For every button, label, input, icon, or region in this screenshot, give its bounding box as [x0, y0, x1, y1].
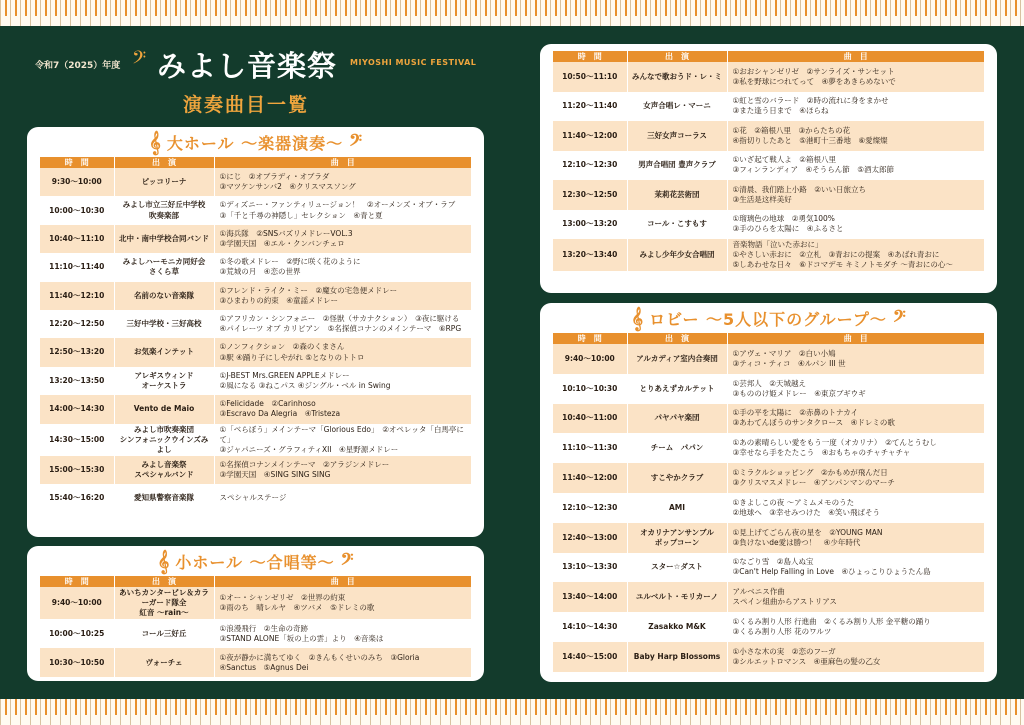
performer-cell: とりあえずカルテット [627, 374, 727, 404]
time-cell: 12:50〜13:20 [40, 338, 114, 366]
schedule-row [553, 151, 984, 181]
time-cell: 12:40〜13:00 [553, 523, 627, 553]
schedule-row [40, 168, 471, 196]
performer-cell: 名前のない音楽隊 [114, 282, 214, 310]
time-cell: 10:30〜10:50 [40, 648, 114, 677]
performer-cell: ピッコリーナ [114, 168, 214, 196]
time-cell: 12:20〜12:50 [40, 310, 114, 338]
column-header-time: 時 間 [40, 576, 114, 587]
program-cell: 音楽物語「泣いた赤おに」 ①やさしい赤おに ②立札 ③青おにの提案 ④あばれ青おに ⑤しあわせな日々 ⑥ドコマデモ キミノトモダチ 〜青おにの心〜 [727, 239, 984, 271]
schedule-row [553, 553, 984, 583]
section-header [27, 546, 484, 576]
performer-cell: オカリナアンサンブル ポップコーン [627, 523, 727, 553]
time-cell: 11:10〜11:40 [40, 253, 114, 281]
schedule-row [553, 180, 984, 210]
column-header-program: 曲 目 [727, 333, 984, 344]
column-header-performer: 出 演 [114, 576, 214, 587]
schedule-row [553, 582, 984, 612]
program-list-title: 演奏曲目一覧 [183, 94, 310, 116]
time-cell: 13:20〜13:50 [40, 367, 114, 395]
time-cell: 9:30〜10:00 [40, 168, 114, 196]
time-cell: 13:00〜13:20 [553, 210, 627, 240]
program-cell: ①おおシャンゼリゼ ②サンライズ・サンセット ③私を野球につれてって ④夢をあきらめないで [727, 62, 984, 92]
schedule-row [40, 282, 471, 310]
time-cell: 12:10〜12:30 [553, 151, 627, 181]
performer-cell: 茉莉花芸術団 [627, 180, 727, 210]
lobby-section [540, 303, 997, 682]
schedule-row [553, 62, 984, 92]
program-cell: ①芸邦人 ②天城越え ③もののけ姫メドレー ④東京ブギウギ [727, 374, 984, 404]
performer-cell: みよし少年少女合唱団 [627, 239, 727, 271]
column-header-time: 時 間 [553, 51, 627, 62]
program-cell: ①くるみ割り人形 行進曲 ②くるみ割り人形 金平糖の踊り ③くるみ割り人形 花のワルツ [727, 612, 984, 642]
time-cell: 10:00〜10:30 [40, 196, 114, 224]
page-header [35, 44, 505, 124]
program-cell: ①冬の歌メドレー ②野に咲く花のように ③荒城の月 ④恋の世界 [214, 253, 471, 281]
schedule-row [40, 424, 471, 456]
program-cell: ①ミラクルショッピング ②かもめが飛んだ日 ③クリスマスメドレー ④アンパンマンのマーチ [727, 463, 984, 493]
time-cell: 11:40〜12:00 [553, 463, 627, 493]
program-cell: ①いざ起て戦人よ ②箱根八里 ③フィンランディア ④そうらん節 ⑤酒太郎節 [727, 151, 984, 181]
bass-clef-icon: 𝄢 [132, 48, 147, 73]
schedule-row [40, 395, 471, 423]
time-cell: 14:30〜15:00 [40, 424, 114, 456]
small-hall-continued-section [540, 44, 997, 293]
schedule-row [553, 523, 984, 553]
program-cell: アルベニス作曲 スペイン組曲からアストリアス [727, 582, 984, 612]
section-title: ロビー 〜5人以下のグループ〜 [649, 309, 887, 329]
program-cell: ①小さな木の実 ②恋のフーガ ③シルエットロマンス ④亜麻色の髪の乙女 [727, 642, 984, 672]
program-cell: ①ノンフィクション ②森のくまさん ③駅 ④踊り子にしやがれ ⑤となりのトトロ [214, 338, 471, 366]
performer-cell: みよし市吹奏楽団 シンフォニックウインズみよし [114, 424, 214, 456]
performer-cell: 愛知県警察音楽隊 [114, 484, 214, 512]
time-cell: 10:40〜11:10 [40, 225, 114, 253]
time-cell: 12:10〜12:30 [553, 493, 627, 523]
section-header [27, 127, 484, 157]
schedule-row [40, 253, 471, 281]
schedule-table [553, 51, 984, 271]
festival-title: みよし音楽祭 [157, 49, 338, 83]
performer-cell: AMI [627, 493, 727, 523]
schedule-row [40, 310, 471, 338]
program-cell: ①きよしこの夜 〜アミムメモのうた ②地球へ ③幸せみつけた ④笑い飛ばそう [727, 493, 984, 523]
section-title: 小ホール 〜合唱等〜 [175, 552, 335, 572]
small-hall-section [27, 546, 484, 681]
schedule-row [553, 92, 984, 122]
schedule-table [40, 576, 471, 677]
column-header-program: 曲 目 [214, 157, 471, 168]
performer-cell: Vento de Maio [114, 395, 214, 423]
schedule-row [553, 344, 984, 374]
schedule-row [553, 210, 984, 240]
schedule-row [553, 612, 984, 642]
time-cell: 13:20〜13:40 [553, 239, 627, 271]
program-cell: ①フレンド・ライク・ミー ②魔女の宅急便メドレー ③ひまわりの約束 ④童謡メドレー [214, 282, 471, 310]
program-cell: ①花 ②箱根八里 ③からたちの花 ④指切りしたあと ⑤港町十三番地 ⑥愛燦燦 [727, 121, 984, 151]
time-cell: 10:10〜10:30 [553, 374, 627, 404]
performer-cell: ヴォーチェ [114, 648, 214, 677]
time-cell: 12:30〜12:50 [553, 180, 627, 210]
schedule-row [553, 433, 984, 463]
treble-clef-icon: 𝄞 [149, 130, 161, 154]
program-cell: ①手の平を太陽に ②赤鼻のトナカイ ③あわてんぼうのサンタクロース ④ドレミの歌 [727, 404, 984, 434]
schedule-row [553, 374, 984, 404]
program-cell: ①あの素晴らしい愛をもう一度（オカリナ） ②てんとうむし ③幸せなら手をたたこう ④おもちゃのチャチャチャ [727, 433, 984, 463]
performer-cell: ユルベルト・モリカーノ [627, 582, 727, 612]
bass-clef-icon: 𝄢 [349, 130, 362, 154]
program-cell: ①浪漫飛行 ②生命の奇跡 ③STAND ALONE「坂の上の雲」より ④音楽は [214, 619, 471, 648]
schedule-row [40, 367, 471, 395]
schedule-table [553, 333, 984, 672]
treble-clef-icon: 𝄞 [157, 549, 170, 573]
festival-english-title: MIYOSHI MUSIC FESTIVAL [350, 58, 477, 67]
performer-cell: チーム パパン [627, 433, 727, 463]
schedule-row [40, 484, 471, 512]
schedule-row [40, 619, 471, 648]
program-cell: ①「べらぼう」メインテーマ「Glorious Edo」 ②オペレッタ「白馬亭にて」 ③ジャパニーズ・グラフィティXII ④星野源メドレー [214, 424, 471, 456]
time-cell: 14:10〜14:30 [553, 612, 627, 642]
performer-cell: Zasakko M&K [627, 612, 727, 642]
schedule-row [40, 196, 471, 224]
schedule-table [40, 157, 471, 513]
performer-cell: 三好中学校・三好高校 [114, 310, 214, 338]
performer-cell: スター☆ダスト [627, 553, 727, 583]
column-header-performer: 出 演 [627, 51, 727, 62]
performer-cell: みよし市立三好丘中学校 吹奏楽部 [114, 196, 214, 224]
time-cell: 11:40〜12:10 [40, 282, 114, 310]
time-cell: 14:00〜14:30 [40, 395, 114, 423]
performer-cell: すこやかクラブ [627, 463, 727, 493]
time-cell: 11:20〜11:40 [553, 92, 627, 122]
program-cell: ①なごり雪 ②島人ぬ宝 ③Can't Help Falling in Love ④ひょっこりひょうたん島 [727, 553, 984, 583]
program-cell: スペシャルステージ [214, 484, 471, 512]
time-cell: 13:10〜13:30 [553, 553, 627, 583]
schedule-row [40, 338, 471, 366]
time-cell: 9:40〜10:00 [40, 587, 114, 619]
column-header-program: 曲 目 [727, 51, 984, 62]
bass-clef-icon: 𝄢 [340, 549, 354, 573]
time-cell: 10:00〜10:25 [40, 619, 114, 648]
large-hall-section [27, 127, 484, 537]
treble-clef-icon: 𝄞 [631, 306, 644, 330]
time-cell: 15:40〜16:20 [40, 484, 114, 512]
time-cell: 11:10〜11:30 [553, 433, 627, 463]
performer-cell: みよし音楽祭 スペシャルバンド [114, 456, 214, 484]
performer-cell: お気楽インテット [114, 338, 214, 366]
schedule-row [553, 404, 984, 434]
program-cell: ①ディズニー・ファンティリュージョン！ ②オーメンズ・オブ・ラブ ③「千と千尋の神隠し」セレクション ④青と夏 [214, 196, 471, 224]
performer-cell: みんなで歌おうド・レ・ミ [627, 62, 727, 92]
time-cell: 13:40〜14:00 [553, 582, 627, 612]
performer-cell: アルカディア室内合奏団 [627, 344, 727, 374]
program-cell: ①虹と雪のバラード ②時の流れに身をまかせ ③また逢う日まで ④ほらね [727, 92, 984, 122]
performer-cell: 三好女声コーラス [627, 121, 727, 151]
performer-cell: みよしハーモニカ同好会 さくら草 [114, 253, 214, 281]
program-cell: ①清晨、我们踏上小路 ②いい日旅立ち ③生活是这样美好 [727, 180, 984, 210]
schedule-row [40, 587, 471, 619]
performer-cell: 女声合唱レ・マーニ [627, 92, 727, 122]
piano-keys-bottom [0, 699, 1024, 725]
section-title: 大ホール 〜楽器演奏〜 [166, 133, 344, 153]
schedule-row [553, 493, 984, 523]
program-cell: ①瑠璃色の地球 ②勇気100% ③手のひらを太陽に ④ふるさと [727, 210, 984, 240]
column-header-performer: 出 演 [627, 333, 727, 344]
program-cell: ①名探偵コナンメインテーマ ②アラジンメドレー ③学園天国 ④SING SING SING [214, 456, 471, 484]
fiscal-year-label: 令和7（2025）年度 [35, 61, 121, 71]
time-cell: 15:00〜15:30 [40, 456, 114, 484]
performer-cell: Baby Harp Blossoms [627, 642, 727, 672]
program-cell: ①アヴェ・マリア ②白い小鳩 ③ティコ・ティコ ④ルパン III 世 [727, 344, 984, 374]
performer-cell: アレギスウィンド オーケストラ [114, 367, 214, 395]
program-cell: ①海兵隊 ②SNSバズリメドレーVOL.3 ③学園天国 ④エル・クンバンチェロ [214, 225, 471, 253]
column-header-performer: 出 演 [114, 157, 214, 168]
time-cell: 14:40〜15:00 [553, 642, 627, 672]
column-header-time: 時 間 [40, 157, 114, 168]
performer-cell: コール・こすもす [627, 210, 727, 240]
schedule-row [40, 456, 471, 484]
schedule-row [553, 463, 984, 493]
performer-cell: コール三好丘 [114, 619, 214, 648]
performer-cell: 北中・南中学校合同バンド [114, 225, 214, 253]
column-header-program: 曲 目 [214, 576, 471, 587]
time-cell: 10:50〜11:10 [553, 62, 627, 92]
schedule-row [40, 648, 471, 677]
schedule-row [553, 239, 984, 271]
schedule-row [553, 642, 984, 672]
performer-cell: パヤパヤ楽団 [627, 404, 727, 434]
program-cell: ①アフリカン・シンフォニー ②怪獣（サカナクション） ③夜に駆ける ④パイレーツ オブ カリビアン ⑤名探偵コナンのメインテーマ ⑥RPG [214, 310, 471, 338]
program-cell: ①J-BEST Mrs.GREEN APPLEメドレー ②風になる ③ねこパス ④ジングル・ベル in Swing [214, 367, 471, 395]
time-cell: 9:40〜10:00 [553, 344, 627, 374]
section-header [540, 303, 997, 333]
program-cell: ①オー・シャンゼリゼ ②世界の約束 ③雨のち 晴レルヤ ④ツバメ ⑤ドレミの歌 [214, 587, 471, 619]
schedule-row [40, 225, 471, 253]
performer-cell: 男声合唱団 豊声クラブ [627, 151, 727, 181]
bass-clef-icon: 𝄢 [892, 306, 906, 330]
column-header-time: 時 間 [553, 333, 627, 344]
program-cell: ①夜が静かに満ちてゆく ②きんもくせいのみち ③Gloria ④Sanctus ⑤Agnus Dei [214, 648, 471, 677]
piano-keys-top [0, 0, 1024, 26]
schedule-row [553, 121, 984, 151]
program-cell: ①Felicidade ②Carinhoso ③Escravo Da Alegria ④Tristeza [214, 395, 471, 423]
program-cell: ①見上げてごらん夜の星を ②YOUNG MAN ③負けないde愛は勝つ！ ④少年時代 [727, 523, 984, 553]
time-cell: 10:40〜11:00 [553, 404, 627, 434]
program-cell: ①にじ ②オブラディ・オブラダ ③マツケンサンバ2 ④クリスマスソング [214, 168, 471, 196]
time-cell: 11:40〜12:00 [553, 121, 627, 151]
performer-cell: あいちカンタービレ＆カラーガード隊全 紅音 〜rain〜 [114, 587, 214, 619]
